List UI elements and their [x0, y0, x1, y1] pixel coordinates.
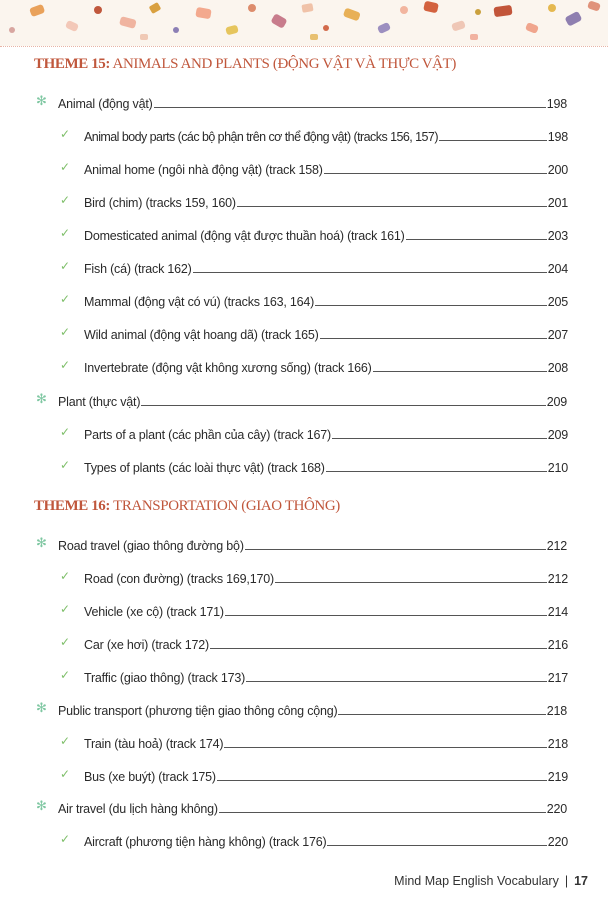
dot-leader	[225, 615, 547, 616]
snowflake-bullet-icon: ✻	[36, 798, 47, 813]
entry-page: 209	[547, 428, 568, 442]
confetti-header-decoration	[0, 0, 608, 46]
checkmark-bullet-icon: ✓	[60, 734, 70, 748]
entry-page: 220	[546, 802, 567, 816]
entry-label: Invertebrate (động vật không xương sống) (track 166)	[84, 361, 372, 375]
dot-leader	[217, 780, 547, 781]
entry-page: 216	[547, 638, 568, 652]
entry-label: Traffic (giao thông) (track 173)	[84, 671, 246, 685]
toc-entry-traffic[interactable]	[60, 666, 568, 686]
dot-leader	[439, 140, 547, 141]
entry-label: Car (xe hơi) (track 172)	[84, 638, 209, 652]
theme-15-heading	[34, 56, 456, 73]
dot-leader	[224, 747, 546, 748]
entry-page: 200	[547, 163, 568, 177]
checkmark-bullet-icon: ✓	[60, 602, 70, 616]
dot-leader	[320, 338, 547, 339]
theme-16-heading	[34, 498, 340, 515]
toc-entry-animal-body-parts[interactable]	[60, 125, 568, 145]
toc-entry-domesticated-animal[interactable]	[60, 224, 568, 244]
entry-page: 214	[547, 605, 568, 619]
snowflake-bullet-icon: ✻	[36, 93, 47, 108]
entry-label: Public transport (phương tiện giao thông công cộng)	[58, 704, 338, 718]
theme-15-number: THEME 15:	[34, 56, 110, 72]
dot-leader	[332, 438, 547, 439]
dot-leader	[373, 371, 547, 372]
footer-separator: |	[564, 874, 569, 888]
checkmark-bullet-icon: ✓	[60, 193, 70, 207]
entry-label: Wild animal (động vật hoang dã) (track 165)	[84, 328, 319, 342]
toc-entry-animal[interactable]	[36, 92, 567, 112]
checkmark-bullet-icon: ✓	[60, 292, 70, 306]
page-footer	[394, 874, 588, 888]
entry-label: Bus (xe buýt) (track 175)	[84, 770, 216, 784]
entry-label: Types of plants (các loài thực vật) (track 168)	[84, 461, 325, 475]
entry-page: 207	[547, 328, 568, 342]
checkmark-bullet-icon: ✓	[60, 425, 70, 439]
checkmark-bullet-icon: ✓	[60, 832, 70, 846]
theme-15-title: ANIMALS AND PLANTS (ĐỘNG VẬT VÀ THỰC VẬT)	[110, 56, 456, 72]
dot-leader	[237, 206, 547, 207]
toc-entry-wild-animal[interactable]	[60, 323, 568, 343]
dot-leader	[275, 582, 547, 583]
dot-leader	[245, 549, 546, 550]
toc-entry-parts-of-a-plant[interactable]	[60, 423, 568, 443]
entry-label: Parts of a plant (các phần của cây) (track 167)	[84, 428, 331, 442]
toc-entry-types-of-plants[interactable]	[60, 456, 568, 476]
toc-entry-animal-home[interactable]	[60, 158, 568, 178]
entry-page: 218	[546, 704, 567, 718]
toc-entry-plant[interactable]	[36, 390, 567, 410]
entry-label: Road travel (giao thông đường bộ)	[58, 539, 244, 553]
entry-page: 203	[547, 229, 568, 243]
confetti-pattern	[0, 0, 608, 46]
entry-label: Animal (động vật)	[58, 97, 153, 111]
entry-label: Domesticated animal (động vật được thuần hoá) (track 161)	[84, 229, 405, 243]
entry-label: Plant (thực vật)	[58, 395, 141, 409]
entry-page: 212	[547, 572, 568, 586]
entry-page: 201	[547, 196, 568, 210]
checkmark-bullet-icon: ✓	[60, 569, 70, 583]
entry-page: 212	[546, 539, 567, 553]
dot-leader	[141, 405, 545, 406]
toc-entry-mammal[interactable]	[60, 290, 568, 310]
toc-entry-public-transport[interactable]	[36, 699, 567, 719]
header-divider	[0, 46, 608, 47]
dot-leader	[406, 239, 547, 240]
entry-page: 218	[547, 737, 568, 751]
toc-entry-train[interactable]	[60, 732, 568, 752]
dot-leader	[338, 714, 545, 715]
book-title: Mind Map English Vocabulary	[394, 874, 559, 888]
entry-page: 198	[546, 97, 567, 111]
entry-label: Vehicle (xe cộ) (track 171)	[84, 605, 224, 619]
toc-entry-bus[interactable]	[60, 765, 568, 785]
toc-entry-fish[interactable]	[60, 257, 568, 277]
dot-leader	[326, 471, 547, 472]
checkmark-bullet-icon: ✓	[60, 259, 70, 273]
entry-label: Mammal (động vật có vú) (tracks 163, 164)	[84, 295, 315, 309]
checkmark-bullet-icon: ✓	[60, 127, 70, 141]
toc-entry-bird[interactable]	[60, 191, 568, 211]
entry-label: Bird (chim) (tracks 159, 160)	[84, 196, 236, 210]
dot-leader	[324, 173, 547, 174]
toc-entry-road[interactable]	[60, 567, 568, 587]
entry-page: 219	[547, 770, 568, 784]
dot-leader	[327, 845, 546, 846]
dot-leader	[246, 681, 547, 682]
checkmark-bullet-icon: ✓	[60, 767, 70, 781]
snowflake-bullet-icon: ✻	[36, 391, 47, 406]
entry-page: 209	[546, 395, 567, 409]
entry-label: Air travel (du lịch hàng không)	[58, 802, 218, 816]
theme-16-title: TRANSPORTATION (GIAO THÔNG)	[110, 498, 340, 514]
entry-label: Animal body parts (các bộ phận trên cơ thể động vật) (tracks 156, 157)	[84, 130, 438, 144]
entry-page: 205	[547, 295, 568, 309]
checkmark-bullet-icon: ✓	[60, 358, 70, 372]
entry-page: 220	[547, 835, 568, 849]
entry-label: Train (tàu hoả) (track 174)	[84, 737, 224, 751]
checkmark-bullet-icon: ✓	[60, 325, 70, 339]
theme-16-number: THEME 16:	[34, 498, 110, 514]
checkmark-bullet-icon: ✓	[60, 160, 70, 174]
entry-label: Fish (cá) (track 162)	[84, 262, 192, 276]
dot-leader	[210, 648, 547, 649]
toc-entry-invertebrate[interactable]	[60, 356, 568, 376]
toc-entry-car[interactable]	[60, 633, 568, 653]
dot-leader	[193, 272, 547, 273]
toc-entry-road-travel[interactable]	[36, 534, 567, 554]
toc-entry-vehicle[interactable]	[60, 600, 568, 620]
dot-leader	[315, 305, 547, 306]
entry-page: 210	[547, 461, 568, 475]
entry-page: 217	[547, 671, 568, 685]
entry-label: Road (con đường) (tracks 169,170)	[84, 572, 274, 586]
dot-leader	[219, 812, 546, 813]
entry-page: 208	[547, 361, 568, 375]
checkmark-bullet-icon: ✓	[60, 635, 70, 649]
checkmark-bullet-icon: ✓	[60, 668, 70, 682]
page-number: 17	[574, 874, 588, 888]
snowflake-bullet-icon: ✻	[36, 700, 47, 715]
checkmark-bullet-icon: ✓	[60, 458, 70, 472]
checkmark-bullet-icon: ✓	[60, 226, 70, 240]
snowflake-bullet-icon: ✻	[36, 535, 47, 550]
toc-entry-air-travel[interactable]	[36, 797, 567, 817]
toc-entry-aircraft[interactable]	[60, 830, 568, 850]
entry-label: Animal home (ngôi nhà động vật) (track 158)	[84, 163, 323, 177]
entry-page: 204	[547, 262, 568, 276]
entry-page: 198	[547, 130, 568, 144]
dot-leader	[154, 107, 546, 108]
entry-label: Aircraft (phương tiện hàng không) (track 176)	[84, 835, 327, 849]
